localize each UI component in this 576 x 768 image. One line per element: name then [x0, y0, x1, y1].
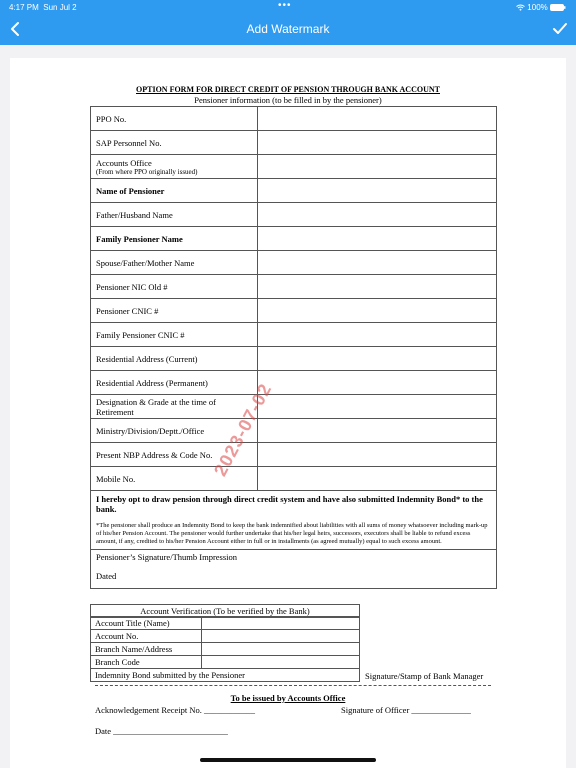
signature-row	[91, 550, 497, 589]
table-row: Pensioner NIC Old #	[91, 275, 497, 299]
divider	[95, 685, 491, 686]
nav-bar	[0, 14, 576, 45]
document-page	[10, 58, 566, 768]
bank-stamp-label: Signature/Stamp of Bank Manager	[365, 671, 484, 681]
multitask-dots[interactable]: •••	[278, 0, 292, 11]
status-time-date: 4:17 PM Sun Jul 2	[9, 3, 77, 12]
declaration-text: I hereby opt to draw pension through direct credit system and have also submitted Indemnity Bond* to the bank.	[96, 494, 483, 514]
table-row: Present NBP Address & Code No.	[91, 443, 497, 467]
declaration-note: *The pensioner shall produce an Indemnity Bond to keep the bank indemnified about liabilities with all sums of money whatsoever including mark-up of his/her Pension Account. The pensioner would further undertake that his/her legal heirs, successors, executors shall be liable to refund excess amount, if any, credited to his/her Pension Account either in full or in installments (as agreed mutually) equal to such excess amount.	[96, 522, 488, 546]
checkmark-icon[interactable]	[550, 17, 570, 41]
pensioner-info-table	[90, 106, 497, 589]
table-row: Family Pensioner Name	[91, 227, 497, 251]
table-row: Designation & Grade at the time of Retirement	[91, 395, 497, 419]
issued-heading: To be issued by Accounts Office	[230, 693, 346, 703]
table-row: Account Title (Name)	[91, 617, 360, 630]
table-row: SAP Personnel No.	[91, 131, 497, 155]
ack-receipt-label: Acknowledgement Receipt No. ____________	[95, 705, 256, 715]
account-verification-table	[90, 616, 360, 682]
signature-label: Pensioner’s Signature/Thumb Impression	[96, 552, 238, 563]
table-row: Indemnity Bond submitted by the Pensioner	[91, 669, 360, 682]
watermark-text[interactable]: 2023-07-02	[210, 379, 276, 480]
form-subheading: Pensioner information (to be filled in by the pensioner)	[194, 95, 382, 105]
table-row: Residential Address (Permanent)	[91, 371, 497, 395]
nav-title: Add Watermark	[246, 22, 330, 36]
battery-icon	[550, 4, 566, 11]
status-bar	[0, 0, 576, 14]
table-row: Residential Address (Current)	[91, 347, 497, 371]
table-row: PPO No.	[91, 107, 497, 131]
form-heading: OPTION FORM FOR DIRECT CREDIT OF PENSION THROUGH BANK ACCOUNT	[136, 85, 440, 94]
account-verification-title: Account Verification (To be verified by the Bank)	[90, 604, 360, 618]
home-indicator[interactable]	[200, 758, 376, 762]
table-row: Mobile No.	[91, 467, 497, 491]
table-row: Name of Pensioner	[91, 179, 497, 203]
table-row: Father/Husband Name	[91, 203, 497, 227]
table-row: Account No.	[91, 630, 360, 643]
battery-indicator: 100%	[516, 3, 566, 12]
dated-label: Dated	[96, 571, 117, 582]
table-row: Branch Code	[91, 656, 360, 669]
table-row: Pensioner CNIC #	[91, 299, 497, 323]
table-row: Family Pensioner CNIC #	[91, 323, 497, 347]
declaration-row	[91, 491, 497, 550]
table-row: Spouse/Father/Mother Name	[91, 251, 497, 275]
signature-officer-label: Signature of Officer ______________	[341, 705, 471, 715]
table-row: Ministry/Division/Deptt./Office	[91, 419, 497, 443]
table-row: Branch Name/Address	[91, 643, 360, 656]
date-line-label: Date ___________________________	[95, 726, 228, 736]
wifi-icon	[516, 4, 525, 11]
table-row: Accounts Office (From where PPO originally issued)	[91, 155, 497, 179]
